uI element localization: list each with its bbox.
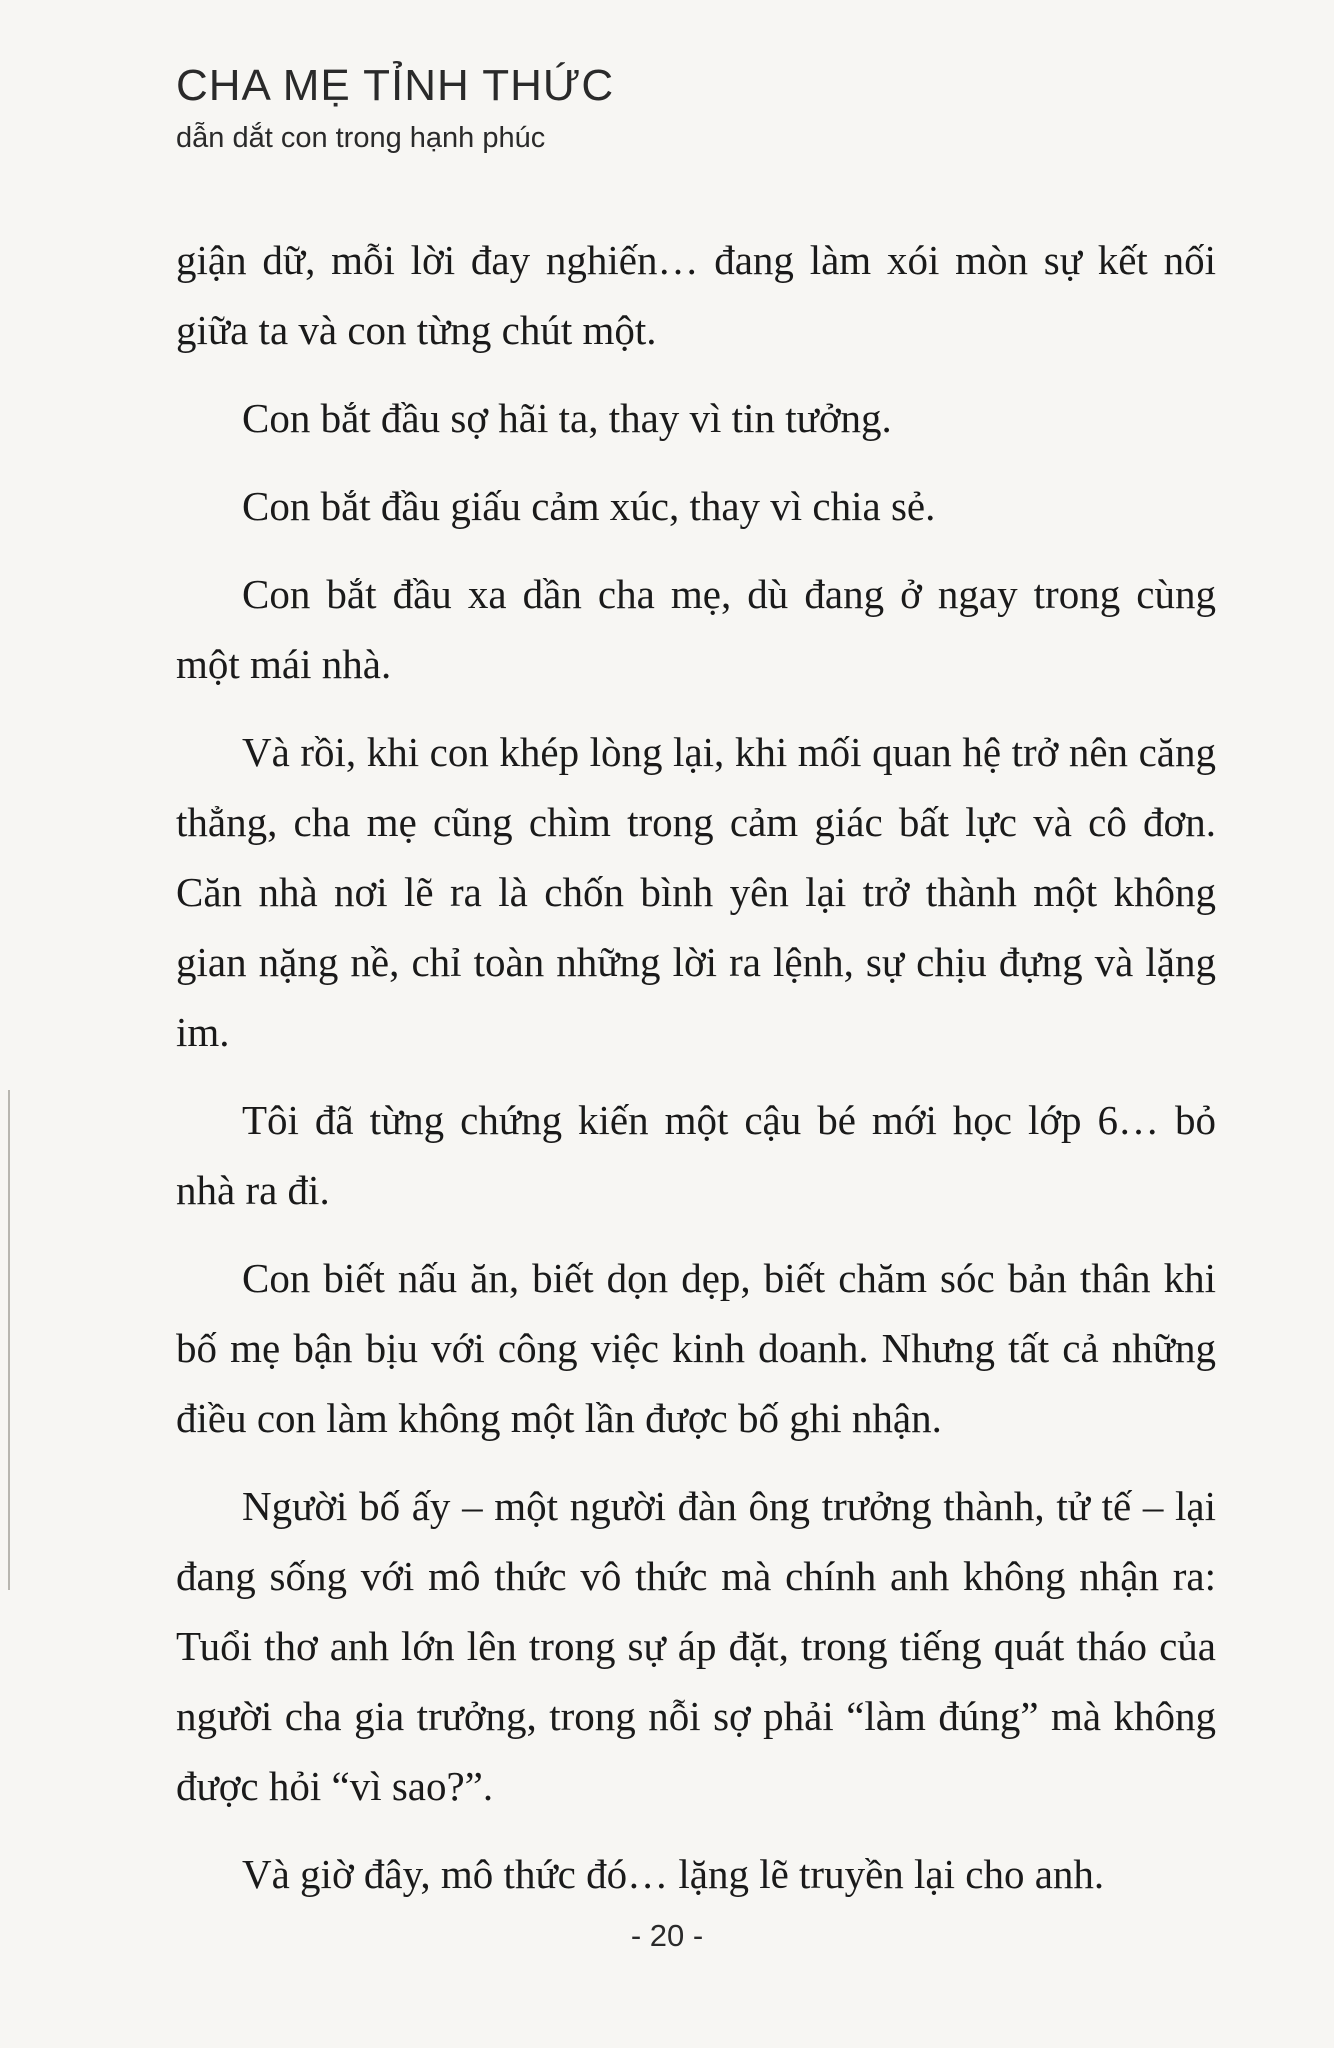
scan-margin-line — [8, 1090, 10, 1590]
book-title: CHA MẸ TỈNH THỨC — [176, 61, 615, 110]
paragraph: Con biết nấu ăn, biết dọn dẹp, biết chăm sóc bản thân khi bố mẹ bận bịu với công việc kinh doanh. Nhưng tất cả những điều con làm không một lần được bố ghi nhận. — [176, 1255, 1216, 1441]
paragraph: giận dữ, mỗi lời đay nghiến… đang làm xói mòn sự kết nối giữa ta và con từng chút một. — [176, 237, 1216, 353]
page-number: - 20 - — [630, 1918, 704, 1953]
book-subtitle: dẫn dắt con trong hạnh phúc — [176, 122, 546, 154]
body-text — [176, 225, 1216, 1927]
paragraph: Tôi đã từng chứng kiến một cậu bé mới học lớp 6… bỏ nhà ra đi. — [176, 1097, 1216, 1213]
paragraph: Và giờ đây, mô thức đó… lặng lẽ truyền lại cho anh. — [242, 1851, 1105, 1897]
paragraph: Con bắt đầu xa dần cha mẹ, dù đang ở ngay trong cùng một mái nhà. — [176, 571, 1216, 687]
paragraph: Và rồi, khi con khép lòng lại, khi mối quan hệ trở nên căng thẳng, cha mẹ cũng chìm trong cảm giác bất lực và cô đơn. Căn nhà nơi lẽ ra là chốn bình yên lại trở thành một không gian nặng nề, chỉ toàn những lời ra lệnh, sự chịu đựng và lặng im. — [176, 729, 1216, 1055]
paragraph: Người bố ấy – một người đàn ông trưởng thành, tử tế – lại đang sống với mô thức vô thức mà chính anh không nhận ra: Tuổi thơ anh lớn lên trong sự áp đặt, trong tiếng quát tháo của người cha gia trưởng, trong nỗi sợ phải “làm đúng” mà không được hỏi “vì sao?”. — [176, 1483, 1216, 1809]
paragraph: Con bắt đầu giấu cảm xúc, thay vì chia sẻ. — [242, 483, 936, 529]
running-header — [176, 58, 614, 158]
paragraph: Con bắt đầu sợ hãi ta, thay vì tin tưởng. — [242, 395, 892, 441]
